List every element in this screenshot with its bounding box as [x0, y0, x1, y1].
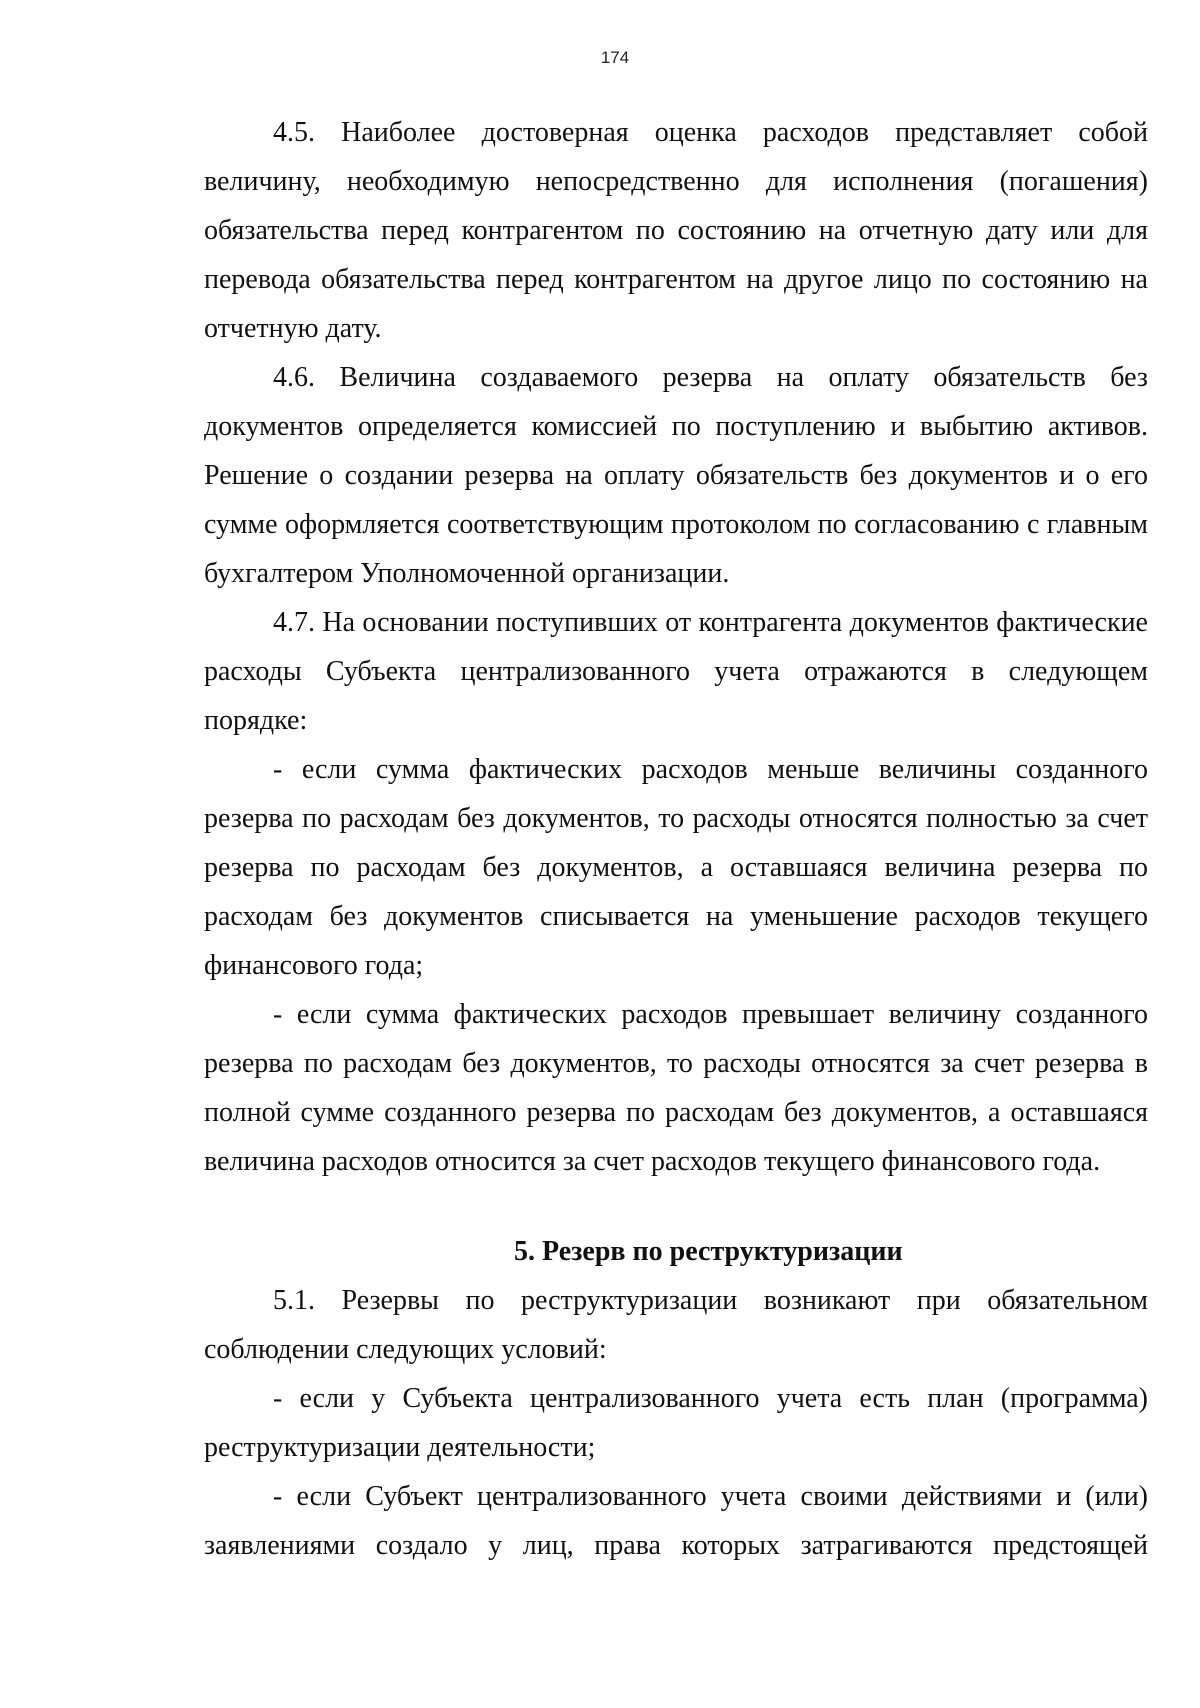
page-content	[204, 108, 1148, 1570]
list-item-less: - если сумма фактических расходов меньше величины созданного резерва по расходам без документов, то расходы относятся полностью за счет резерва по расходам без документов, а оставшаяся величина резерва по расходам без документов списывается на уменьшение расходов текущего финансового года;	[204, 754, 1148, 981]
list-item-plan: - если у Субъекта централизованного учета есть план (программа) реструктуризации деятельности;	[204, 1383, 1148, 1463]
paragraph-4-5: 4.5. Наиболее достоверная оценка расходов представляет собой величину, необходимую непосредственно для исполнения (погашения) обязательства перед контрагентом по состоянию на отчетную дату или для перевода обязательства перед контрагентом на другое лицо по состоянию на отчетную дату.	[204, 117, 1148, 344]
page-number: 174	[600, 48, 630, 67]
paragraph-4-7: 4.7. На основании поступивших от контрагента документов фактические расходы Субъекта централизованного учета отражаются в следующем порядке:	[204, 607, 1148, 736]
section-heading: 5. Резерв по реструктуризации	[514, 1236, 903, 1267]
list-item-exceeds: - если сумма фактических расходов превышает величину созданного резерва по расходам без документов, то расходы относятся за счет резерва в полной сумме созданного резерва по расходам без документов, а оставшаяся величина расходов относится за счет расходов текущего финансового года.	[204, 999, 1148, 1177]
paragraph-4-6: 4.6. Величина создаваемого резерва на оплату обязательств без документов определяется комиссией по поступлению и выбытию активов. Решение о создании резерва на оплату обязательств без документов и о его сумме оформляется соответствующим протоколом по согласованию с главным бухгалтером Уполномоченной организации.	[204, 362, 1148, 589]
list-item-statements: - если Субъект централизованного учета своими действиями и (или) заявлениями создало у лиц, права которых затрагиваются предстоящей	[204, 1481, 1148, 1561]
paragraph-5-1: 5.1. Резервы по реструктуризации возникают при обязательном соблюдении следующих условий:	[204, 1285, 1148, 1365]
